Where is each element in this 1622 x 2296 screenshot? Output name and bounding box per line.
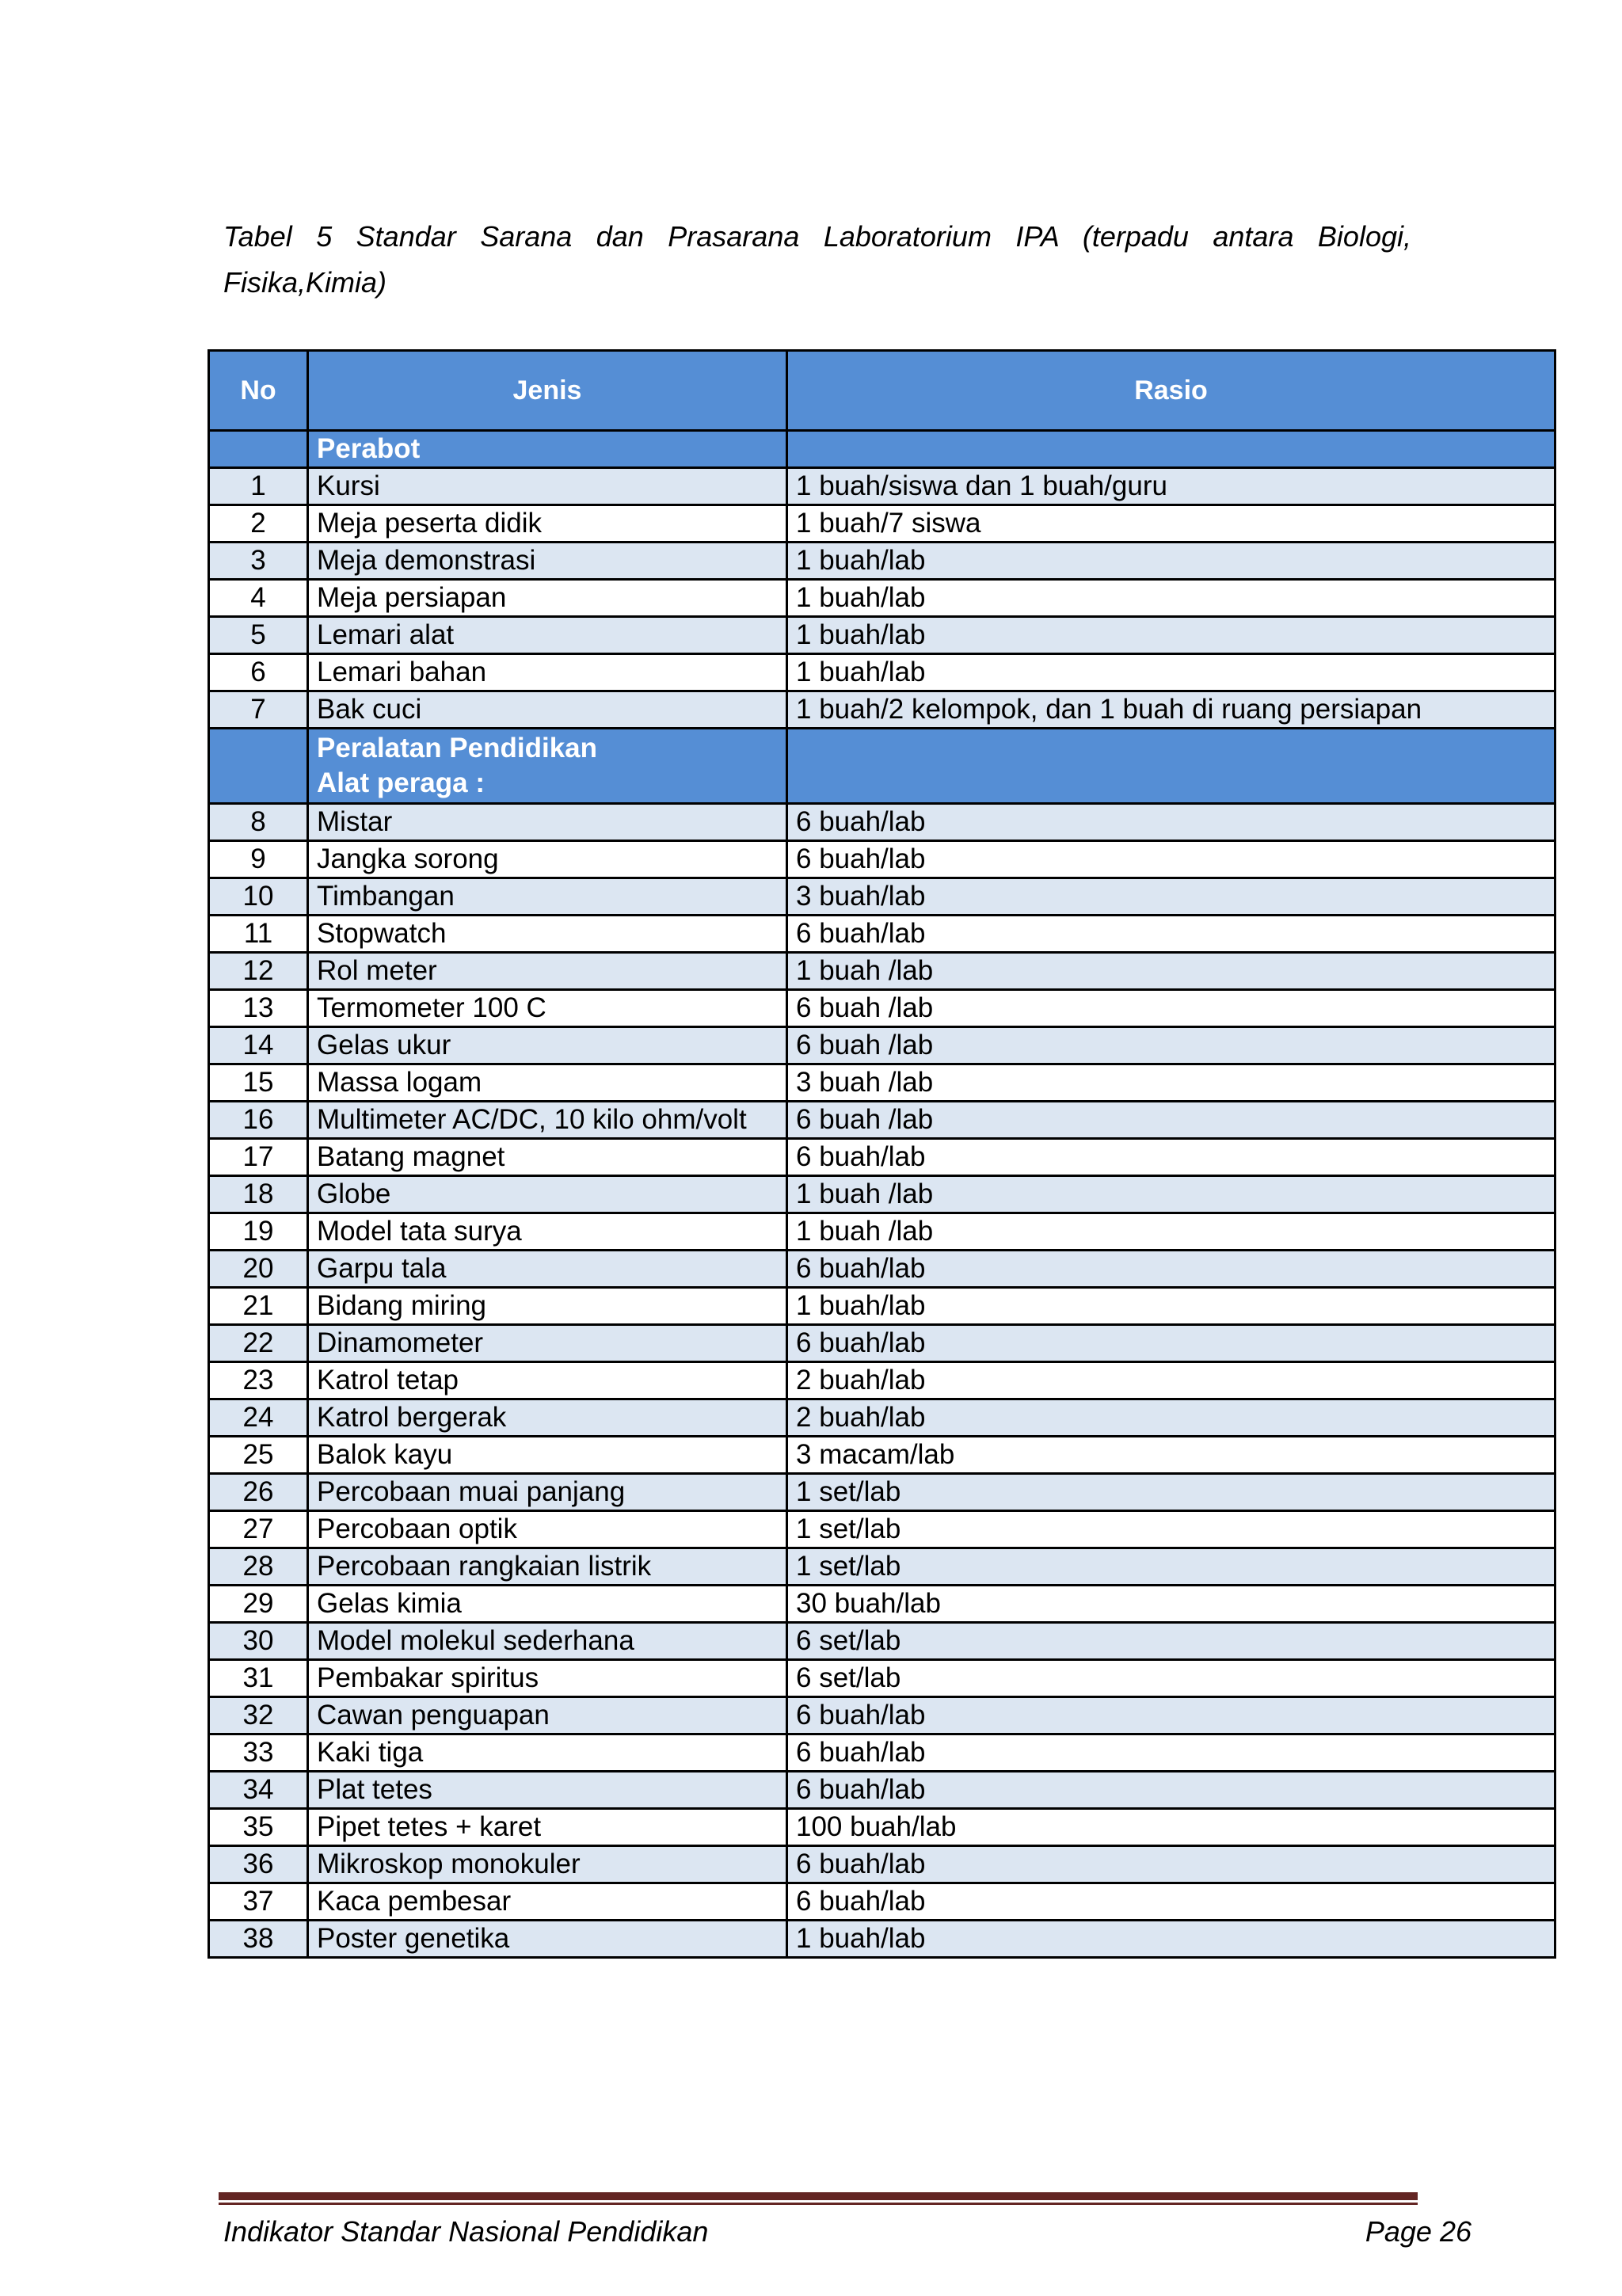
cell-no: 15 <box>209 1064 308 1102</box>
cell-no: 13 <box>209 990 308 1027</box>
section-label-line2: Alat peraga : <box>317 767 485 798</box>
cell-no: 16 <box>209 1102 308 1139</box>
cell-rasio: 6 buah/lab <box>787 1251 1555 1288</box>
cell-rasio: 6 set/lab <box>787 1660 1555 1697</box>
table-row <box>209 1213 1555 1251</box>
table-row <box>209 654 1555 691</box>
table-row <box>209 1883 1555 1921</box>
cell-jenis: Meja persiapan <box>308 580 787 617</box>
cell-rasio: 3 macam/lab <box>787 1437 1555 1474</box>
cell-jenis: Kaki tiga <box>308 1734 787 1772</box>
cell-no: 25 <box>209 1437 308 1474</box>
table-row <box>209 1586 1555 1623</box>
standards-table <box>208 349 1556 1959</box>
cell-rasio: 1 buah/lab <box>787 580 1555 617</box>
table-row <box>209 804 1555 841</box>
cell-no: 18 <box>209 1176 308 1213</box>
cell-jenis: Lemari bahan <box>308 654 787 691</box>
table-row <box>209 1399 1555 1437</box>
cell-no: 33 <box>209 1734 308 1772</box>
cell-no: 29 <box>209 1586 308 1623</box>
cell-rasio: 6 set/lab <box>787 1623 1555 1660</box>
cell-jenis: Meja peserta didik <box>308 505 787 543</box>
table-row <box>209 1362 1555 1399</box>
section-row-peralatan <box>209 729 1555 804</box>
table-row <box>209 543 1555 580</box>
cell-rasio: 6 buah/lab <box>787 1139 1555 1176</box>
table-row <box>209 953 1555 990</box>
cell-jenis: Poster genetika <box>308 1921 787 1958</box>
cell-no: 17 <box>209 1139 308 1176</box>
table-body-peralatan <box>209 729 1555 1958</box>
page-number: Page 26 <box>1365 2215 1472 2248</box>
table-row <box>209 1809 1555 1846</box>
cell-rasio: 3 buah/lab <box>787 878 1555 916</box>
cell-rasio: 1 buah/lab <box>787 1288 1555 1325</box>
cell-jenis: Termometer 100 C <box>308 990 787 1027</box>
cell-rasio: 1 buah/lab <box>787 543 1555 580</box>
table-row <box>209 1623 1555 1660</box>
cell-jenis: Multimeter AC/DC, 10 kilo ohm/volt <box>308 1102 787 1139</box>
cell-rasio: 30 buah/lab <box>787 1586 1555 1623</box>
table-row <box>209 1251 1555 1288</box>
cell-no: 3 <box>209 543 308 580</box>
section-label-line1: Peralatan Pendidikan <box>317 733 598 763</box>
cell-jenis: Gelas ukur <box>308 1027 787 1064</box>
cell-no: 20 <box>209 1251 308 1288</box>
cell-no: 23 <box>209 1362 308 1399</box>
cell-no: 35 <box>209 1809 308 1846</box>
table-header-row <box>209 351 1555 431</box>
cell-rasio: 2 buah/lab <box>787 1362 1555 1399</box>
table-row <box>209 1176 1555 1213</box>
table-row <box>209 878 1555 916</box>
cell-rasio: 6 buah/lab <box>787 1846 1555 1883</box>
cell-jenis: Globe <box>308 1176 787 1213</box>
header-no: No <box>209 351 308 431</box>
cell-rasio: 6 buah/lab <box>787 1883 1555 1921</box>
cell-no: 6 <box>209 654 308 691</box>
table-row <box>209 841 1555 878</box>
cell-jenis: Batang magnet <box>308 1139 787 1176</box>
cell-no: 5 <box>209 617 308 654</box>
cell-no: 7 <box>209 691 308 729</box>
cell-jenis: Garpu tala <box>308 1251 787 1288</box>
table-row <box>209 691 1555 729</box>
table-row <box>209 1027 1555 1064</box>
table-row <box>209 916 1555 953</box>
table-row <box>209 990 1555 1027</box>
cell-rasio: 6 buah /lab <box>787 1102 1555 1139</box>
header-rasio: Rasio <box>787 351 1555 431</box>
cell-rasio: 1 buah /lab <box>787 953 1555 990</box>
cell-jenis: Cawan penguapan <box>308 1697 787 1734</box>
cell-jenis: Massa logam <box>308 1064 787 1102</box>
cell-no: 9 <box>209 841 308 878</box>
table-row <box>209 1772 1555 1809</box>
cell-no: 14 <box>209 1027 308 1064</box>
cell-rasio: 1 set/lab <box>787 1511 1555 1548</box>
cell-no: 38 <box>209 1921 308 1958</box>
cell-rasio: 6 buah/lab <box>787 841 1555 878</box>
cell-rasio: 1 buah/siswa dan 1 buah/guru <box>787 468 1555 505</box>
cell-no: 2 <box>209 505 308 543</box>
table-row <box>209 505 1555 543</box>
table-row <box>209 1846 1555 1883</box>
header-jenis: Jenis <box>308 351 787 431</box>
cell-jenis: Model molekul sederhana <box>308 1623 787 1660</box>
cell-rasio: 1 buah /lab <box>787 1176 1555 1213</box>
table-row <box>209 1437 1555 1474</box>
cell-jenis: Stopwatch <box>308 916 787 953</box>
cell-jenis: Katrol tetap <box>308 1362 787 1399</box>
cell-no: 11 <box>209 916 308 953</box>
table-body-perabot <box>209 431 1555 729</box>
cell-jenis: Jangka sorong <box>308 841 787 878</box>
cell-rasio: 6 buah/lab <box>787 804 1555 841</box>
table-row <box>209 1697 1555 1734</box>
cell-no: 8 <box>209 804 308 841</box>
cell-no: 27 <box>209 1511 308 1548</box>
cell-no: 28 <box>209 1548 308 1586</box>
cell-rasio: 1 buah/2 kelompok, dan 1 buah di ruang persiapan <box>787 691 1555 729</box>
cell-no: 19 <box>209 1213 308 1251</box>
cell-rasio: 1 buah /lab <box>787 1213 1555 1251</box>
table-row <box>209 580 1555 617</box>
table-row <box>209 1139 1555 1176</box>
cell-no: 26 <box>209 1474 308 1511</box>
cell-jenis: Pembakar spiritus <box>308 1660 787 1697</box>
table-row <box>209 1660 1555 1697</box>
cell-rasio: 1 set/lab <box>787 1548 1555 1586</box>
cell-jenis: Model tata surya <box>308 1213 787 1251</box>
cell-jenis: Katrol bergerak <box>308 1399 787 1437</box>
cell-jenis: Mikroskop monokuler <box>308 1846 787 1883</box>
cell-no: 31 <box>209 1660 308 1697</box>
cell-jenis: Timbangan <box>308 878 787 916</box>
table-row <box>209 1064 1555 1102</box>
table-caption: Tabel 5 Standar Sarana dan Prasarana Laboratorium IPA (terpadu antara Biologi, Fisika,Kimia) <box>223 220 1411 299</box>
cell-rasio: 6 buah/lab <box>787 1325 1555 1362</box>
footer-divider-thin <box>219 2203 1418 2205</box>
table-row <box>209 1288 1555 1325</box>
cell-rasio: 6 buah /lab <box>787 1027 1555 1064</box>
cell-jenis: Rol meter <box>308 953 787 990</box>
cell-no: 12 <box>209 953 308 990</box>
cell-no: 4 <box>209 580 308 617</box>
cell-no: 30 <box>209 1623 308 1660</box>
cell-rasio: 6 buah/lab <box>787 1772 1555 1809</box>
cell-rasio: 1 buah/lab <box>787 654 1555 691</box>
cell-jenis: Balok kayu <box>308 1437 787 1474</box>
cell-jenis: Gelas kimia <box>308 1586 787 1623</box>
cell-rasio: 3 buah /lab <box>787 1064 1555 1102</box>
cell-no: 24 <box>209 1399 308 1437</box>
cell-jenis: Mistar <box>308 804 787 841</box>
cell-no: 10 <box>209 878 308 916</box>
section-row-perabot <box>209 431 1555 468</box>
section-label: Perabot <box>308 431 787 468</box>
cell-rasio: 1 buah/7 siswa <box>787 505 1555 543</box>
table-row <box>209 617 1555 654</box>
cell-jenis: Lemari alat <box>308 617 787 654</box>
cell-no: 34 <box>209 1772 308 1809</box>
cell-rasio: 1 buah/lab <box>787 617 1555 654</box>
cell-jenis: Kursi <box>308 468 787 505</box>
cell-no: 1 <box>209 468 308 505</box>
table-row <box>209 1734 1555 1772</box>
cell-jenis: Percobaan optik <box>308 1511 787 1548</box>
cell-jenis: Bidang miring <box>308 1288 787 1325</box>
cell-no: 21 <box>209 1288 308 1325</box>
cell-jenis: Bak cuci <box>308 691 787 729</box>
table-row <box>209 1921 1555 1958</box>
cell-jenis: Percobaan muai panjang <box>308 1474 787 1511</box>
table-row <box>209 1548 1555 1586</box>
cell-jenis: Percobaan rangkaian listrik <box>308 1548 787 1586</box>
cell-rasio: 6 buah /lab <box>787 990 1555 1027</box>
table-row <box>209 1102 1555 1139</box>
cell-rasio: 6 buah/lab <box>787 916 1555 953</box>
cell-no: 36 <box>209 1846 308 1883</box>
cell-rasio: 2 buah/lab <box>787 1399 1555 1437</box>
table-row <box>209 1474 1555 1511</box>
footer-title: Indikator Standar Nasional Pendidikan <box>223 2215 709 2248</box>
cell-no: 32 <box>209 1697 308 1734</box>
footer-divider-thick <box>219 2192 1418 2200</box>
cell-rasio: 1 buah/lab <box>787 1921 1555 1958</box>
cell-rasio: 6 buah/lab <box>787 1697 1555 1734</box>
cell-jenis: Plat tetes <box>308 1772 787 1809</box>
cell-no: 37 <box>209 1883 308 1921</box>
cell-no: 22 <box>209 1325 308 1362</box>
cell-jenis: Dinamometer <box>308 1325 787 1362</box>
cell-jenis: Kaca pembesar <box>308 1883 787 1921</box>
table-row <box>209 1511 1555 1548</box>
cell-rasio: 1 set/lab <box>787 1474 1555 1511</box>
cell-rasio: 100 buah/lab <box>787 1809 1555 1846</box>
section-label <box>308 729 787 804</box>
cell-rasio: 6 buah/lab <box>787 1734 1555 1772</box>
cell-jenis: Pipet tetes + karet <box>308 1809 787 1846</box>
cell-jenis: Meja demonstrasi <box>308 543 787 580</box>
table-row <box>209 1325 1555 1362</box>
table-row <box>209 468 1555 505</box>
